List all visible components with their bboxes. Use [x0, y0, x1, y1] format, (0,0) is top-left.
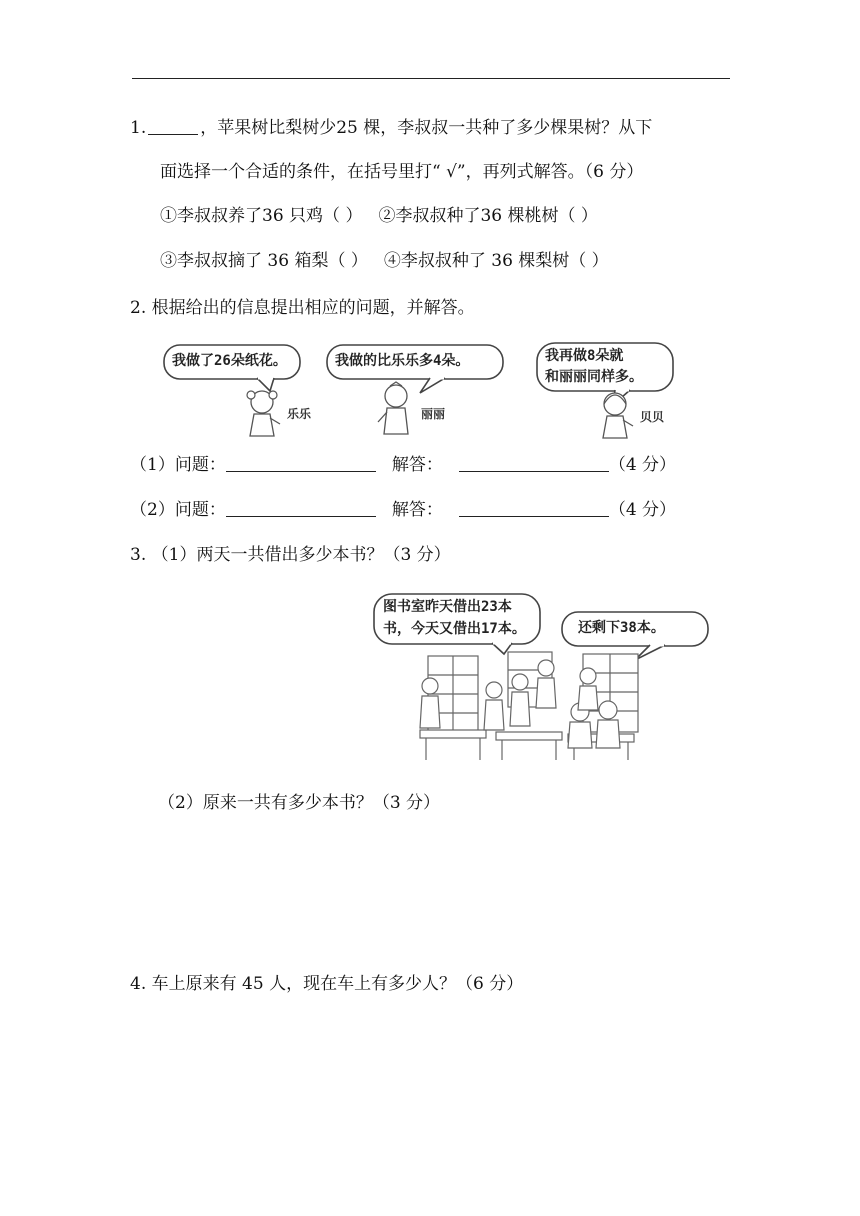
q2-sub2-question-blank[interactable] [226, 498, 376, 517]
q2-sub2 [130, 498, 676, 522]
library-bubble-1-line1: 图书室昨天借出23本 [383, 599, 512, 615]
q2-sub1-question-label: （1）问题： [130, 455, 226, 475]
header-rule [132, 78, 730, 79]
child-beibei-figure [593, 390, 637, 440]
q2-sub2-question-label: （2）问题： [130, 500, 226, 520]
bubble-1-text: 我做了26朵纸花。 [172, 353, 287, 369]
q1-number: 1. [130, 118, 147, 138]
q1-line1-text: ，苹果树比梨树少25 棵，李叔叔一共种了多少棵果树？从下 [200, 118, 653, 138]
q2-sub1 [130, 453, 676, 477]
q2-sub1-answer-label: 解答： [391, 455, 443, 475]
q1-answer-blank[interactable] [148, 116, 198, 135]
library-scene [408, 648, 648, 763]
library-bubble-1-line2: 书，今天又借出17本。 [383, 621, 526, 637]
bubble-3-text-line1: 我再做8朵就 [545, 348, 624, 364]
bubble-2-text: 我做的比乐乐多4朵。 [335, 353, 470, 369]
q1-line1 [130, 116, 652, 140]
child-lili-figure [374, 382, 418, 436]
q1-options-row2 [160, 249, 609, 273]
child-lele-figure [240, 388, 284, 438]
q1-line2: 面选择一个合适的条件，在括号里打“ √”，再列式解答。（6 分） [160, 162, 644, 182]
q1-option-1[interactable]: ①李叔叔养了36 只鸡（ ） [160, 206, 363, 226]
name-beibei: 贝贝 [640, 410, 665, 424]
q2-sub2-answer-label: 解答： [391, 500, 443, 520]
q2-sub2-points: （4 分） [608, 500, 677, 520]
q2-sub2-answer-blank[interactable] [459, 498, 609, 517]
q1-option-3[interactable]: ③李叔叔摘了 36 箱梨（ ） [160, 251, 368, 271]
q3-sub2: （2）原来一共有多少本书？（3 分） [158, 793, 441, 813]
q1-options-row1 [160, 204, 598, 228]
name-lele: 乐乐 [287, 407, 312, 421]
q2-text: 2. 根据给出的信息提出相应的问题，并解答。 [130, 298, 475, 318]
q1-option-4[interactable]: ④李叔叔种了 36 棵梨树（ ） [383, 251, 609, 271]
q2-sub1-question-blank[interactable] [226, 453, 376, 472]
q1-option-2[interactable]: ②李叔叔种了36 棵桃树（ ） [378, 206, 598, 226]
q4-text: 4. 车上原来有 45 人，现在车上有多少人？（6 分） [130, 974, 524, 994]
bubble-3-text-line2: 和丽丽同样多。 [545, 369, 643, 385]
q2-sub1-answer-blank[interactable] [459, 453, 609, 472]
q2-sub1-points: （4 分） [608, 455, 677, 475]
name-lili: 丽丽 [421, 407, 446, 421]
q3-text: 3. （1）两天一共借出多少本书？（3 分） [130, 545, 451, 565]
library-bubble-2-text: 还剩下38本。 [578, 620, 665, 636]
